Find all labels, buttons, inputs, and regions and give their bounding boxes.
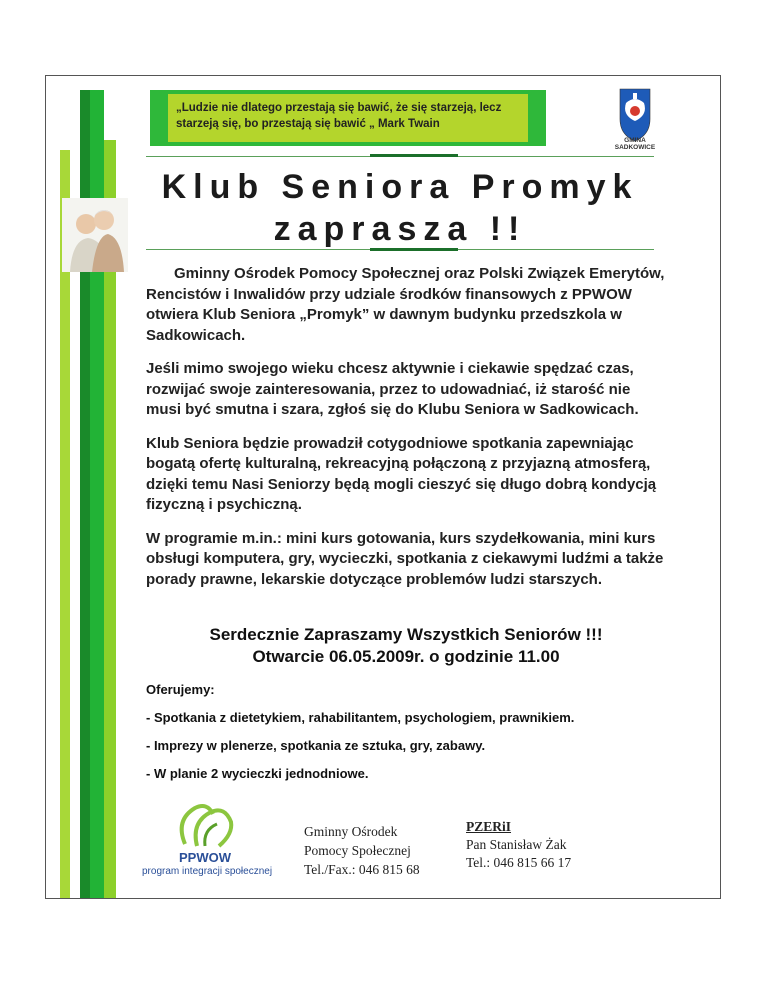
- quote-line: starzeją się, bo przestają się bawić „ Mark Twain: [176, 118, 440, 130]
- offer-item: - Imprezy w plenerze, spotkania ze sztuka, gry, zabawy.: [146, 738, 486, 753]
- announcement-line: Otwarcie 06.05.2009r. o godzinie 11.00: [252, 647, 560, 666]
- seniors-photo: [62, 198, 128, 272]
- contact-line: Pomocy Społecznej: [304, 843, 411, 858]
- offer-item: - Spotkania z dietetykiem, rahabilitantem, psychologiem, prawnikiem.: [146, 710, 575, 725]
- divider-accent: [370, 248, 458, 251]
- title-line: zaprasza !!: [273, 210, 527, 248]
- quote-line: „Ludzie nie dlatego przestają się bawić, że się starzeją, lecz: [176, 102, 502, 114]
- offer-heading: Oferujemy:: [146, 682, 215, 697]
- body-paragraph: Gminny Ośrodek Pomocy Społecznej oraz Polski Związek Emerytów, Rencistów i Inwalidów przy udziale środków finansowych z PPWOW otwiera Klub Seniora „Promyk” w dawnym budynku przedszkola w Sadkowicach.: [146, 265, 665, 344]
- contact-gops: [304, 822, 420, 879]
- divider-accent: [370, 154, 458, 157]
- poster-body: [146, 264, 666, 603]
- logo-name: PPWOW: [179, 850, 231, 865]
- contact-pzeril: [466, 818, 571, 872]
- contact-org: PZERiI: [466, 819, 512, 834]
- announcement: [146, 624, 666, 668]
- offer-item: - W planie 2 wycieczki jednodniowe.: [146, 766, 369, 781]
- crest-caption: GMINA SADKOWICE: [614, 137, 656, 151]
- logo-tagline: program integracji społecznej: [142, 866, 273, 877]
- body-paragraph: Klub Seniora będzie prowadził cotygodniowe spotkania zapewniając bogatą ofertę kulturalną, rekreacyjną połączoną z przyjazną atmosferą, dzięki temu Nasi Seniorzy będą mogli cieszyć się długo dobrą kondycją fizyczną i psychiczną.: [146, 434, 657, 513]
- contact-phone: Tel.: 046 815 66 17: [466, 855, 572, 870]
- quote-text: [168, 94, 528, 142]
- announcement-line: Serdecznie Zapraszamy Wszystkich Seniorów !!!: [209, 625, 603, 644]
- body-paragraph: W programie m.in.: mini kurs gotowania, kurs szydełkowania, mini kurs obsługi komputera, gry, wycieczki, spotkania z ciekawymi ludźmi a także porady prawne, lekarskie dotyczące problemów ludzi starszych.: [146, 529, 664, 588]
- poster-title: [146, 166, 654, 250]
- body-paragraph: Jeśli mimo swojego wieku chcesz aktywnie i ciekawie spędzać czas, rozwijać swoje zainteresowania, przez to udowadniać, iż starość nie musi być smutna i szara, zgłoś się do Klubu Seniora w Sadkowicach.: [146, 360, 639, 418]
- contact-person: Pan Stanisław Żak: [466, 837, 567, 852]
- contact-line: Gminny Ośrodek: [304, 824, 398, 839]
- title-line: Klub Seniora Promyk: [161, 168, 639, 206]
- contact-phone: Tel./Fax.: 046 815 68: [304, 862, 420, 877]
